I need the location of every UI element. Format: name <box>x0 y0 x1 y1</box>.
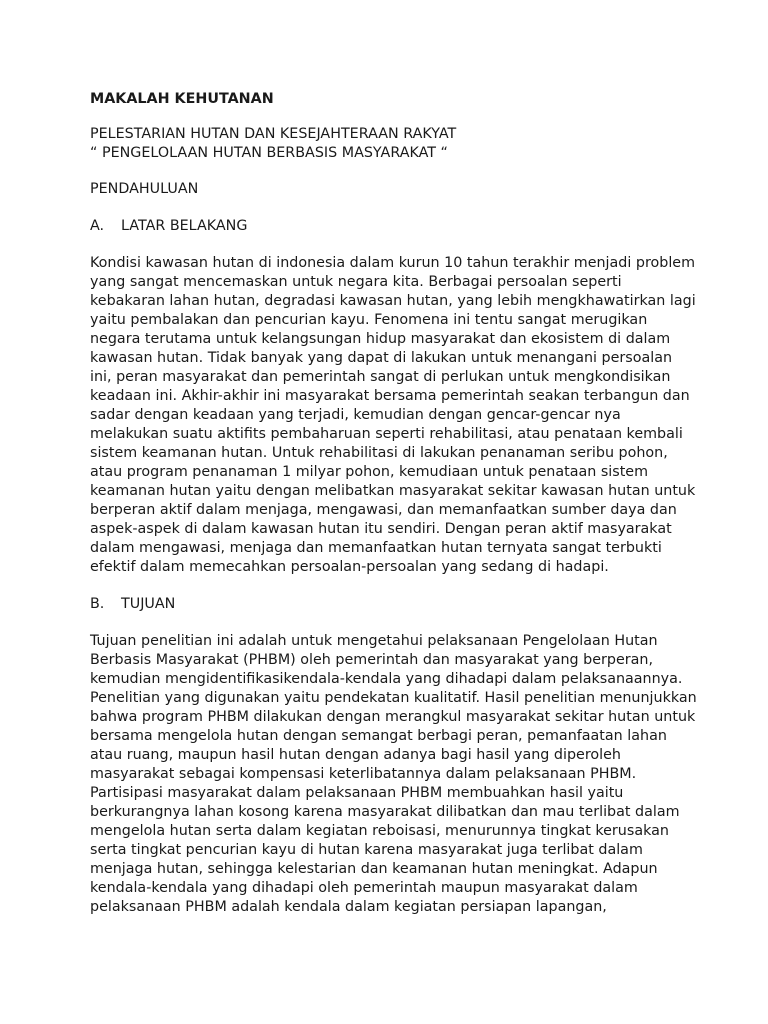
paragraph-line: kendala-kendala yang dihadapi oleh pemerintah maupun masyarakat dalam <box>90 880 638 896</box>
paragraph-line: aspek-aspek di dalam kawasan hutan itu sendiri. Dengan peran aktif masyarakat <box>90 521 672 537</box>
sections-container <box>90 217 697 917</box>
paragraph-line: berkurangnya lahan kosong karena masyarakat dilibatkan dan mau terlibat dalam <box>90 804 680 820</box>
body-paragraph <box>90 254 696 577</box>
paragraph-line: Berbasis Masyarakat (PHBM) oleh pemerintah dan masyarakat yang berperan, <box>90 652 654 668</box>
paragraph-line: Tujuan penelitian ini adalah untuk mengetahui pelaksanaan Pengelolaan Hutan <box>90 633 658 649</box>
paragraph-line: sistem keamanan hutan. Untuk rehabilitasi di lakukan penanaman seribu pohon, <box>90 445 668 461</box>
paragraph-line: sadar dengan keadaan yang terjadi, kemudian dengan gencar-gencar nya <box>90 407 621 423</box>
subsection-title: TUJUAN <box>121 596 176 612</box>
paragraph-line: efektif dalam memecahkan persoalan-persoalan yang sedang di hadapi. <box>90 559 609 575</box>
paragraph-line: bersama mengelola hutan dengan semangat berbagi peran, pemanfaatan lahan <box>90 728 667 744</box>
paragraph-line: kawasan hutan. Tidak banyak yang dapat di lakukan untuk menangani persoalan <box>90 350 673 366</box>
subsection-title: LATAR BELAKANG <box>121 218 248 234</box>
paragraph-line: serta tingkat pencurian kayu di hutan karena masyarakat juga terlibat dalam <box>90 842 643 858</box>
paragraph-line: keadaan ini. Akhir-akhir ini masyarakat bersama pemerintah seakan terbangun dan <box>90 388 690 404</box>
subsection-heading <box>90 217 690 236</box>
paragraph-line: menjaga hutan, sehingga kelestarian dan keamanan hutan meningkat. Adapun <box>90 861 658 877</box>
subtitle-line: PELESTARIAN HUTAN DAN KESEJAHTERAAN RAKYAT <box>90 126 457 142</box>
paragraph-line: atau program penanaman 1 milyar pohon, kemudiaan untuk penataan sistem <box>90 464 649 480</box>
subsection-heading <box>90 595 690 614</box>
paragraph-line: mengelola hutan serta dalam kegiatan reboisasi, menurunnya tingkat kerusakan <box>90 823 669 839</box>
subsection-marker: B. <box>90 596 105 612</box>
paragraph-line: keamanan hutan yaitu dengan melibatkan masyarakat sekitar kawasan hutan untuk <box>90 483 696 499</box>
paragraph-line: Kondisi kawasan hutan di indonesia dalam kurun 10 tahun terakhir menjadi problem <box>90 255 696 271</box>
paragraph-line: yaitu pembalakan dan pencurian kayu. Fenomena ini tentu sangat merugikan <box>90 312 648 328</box>
subtitle-block <box>90 125 690 163</box>
paragraph-line: dalam mengawasi, menjaga dan memanfaatkan hutan ternyata sangat terbukti <box>90 540 662 556</box>
document-title: MAKALAH KEHUTANAN <box>90 91 274 107</box>
paragraph-line: bahwa program PHBM dilakukan dengan merangkul masyarakat sekitar hutan untuk <box>90 709 696 725</box>
paragraph-line: yang sangat mencemaskan untuk negara kita. Berbagai persoalan seperti <box>90 274 622 290</box>
paragraph-line: masyarakat sebagai kompensasi keterlibatannya dalam pelaksanaan PHBM. <box>90 766 637 782</box>
paragraph-line: melakukan suatu aktifits pembaharuan seperti rehabilitasi, atau penataan kembali <box>90 426 683 442</box>
paragraph-line: Penelitian yang digunakan yaitu pendekatan kualitatif. Hasil penelitian menunjukkan <box>90 690 697 706</box>
body-paragraph <box>90 632 697 917</box>
subsection-marker: A. <box>90 218 105 234</box>
section-heading: PENDAHULUAN <box>90 181 199 197</box>
document-page <box>90 90 697 935</box>
subtitle-line: “ PENGELOLAAN HUTAN BERBASIS MASYARAKAT “ <box>90 145 448 161</box>
paragraph-line: pelaksanaan PHBM adalah kendala dalam kegiatan persiapan lapangan, <box>90 899 607 915</box>
paragraph-line: kemudian mengidentifikasikendala-kendala yang dihadapi dalam pelaksanaannya. <box>90 671 683 687</box>
paragraph-line: ini, peran masyarakat dan pemerintah sangat di perlukan untuk mengkondisikan <box>90 369 671 385</box>
paragraph-line: atau ruang, maupun hasil hutan dengan adanya bagi hasil yang diperoleh <box>90 747 621 763</box>
paragraph-line: kebakaran lahan hutan, degradasi kawasan hutan, yang lebih mengkhawatirkan lagi <box>90 293 696 309</box>
paragraph-line: berperan aktif dalam menjaga, mengawasi, dan memanfaatkan sumber daya dan <box>90 502 677 518</box>
paragraph-line: Partisipasi masyarakat dalam pelaksanaan PHBM membuahkan hasil yaitu <box>90 785 624 801</box>
paragraph-line: negara terutama untuk kelangsungan hidup masyarakat dan ekosistem di dalam <box>90 331 671 347</box>
